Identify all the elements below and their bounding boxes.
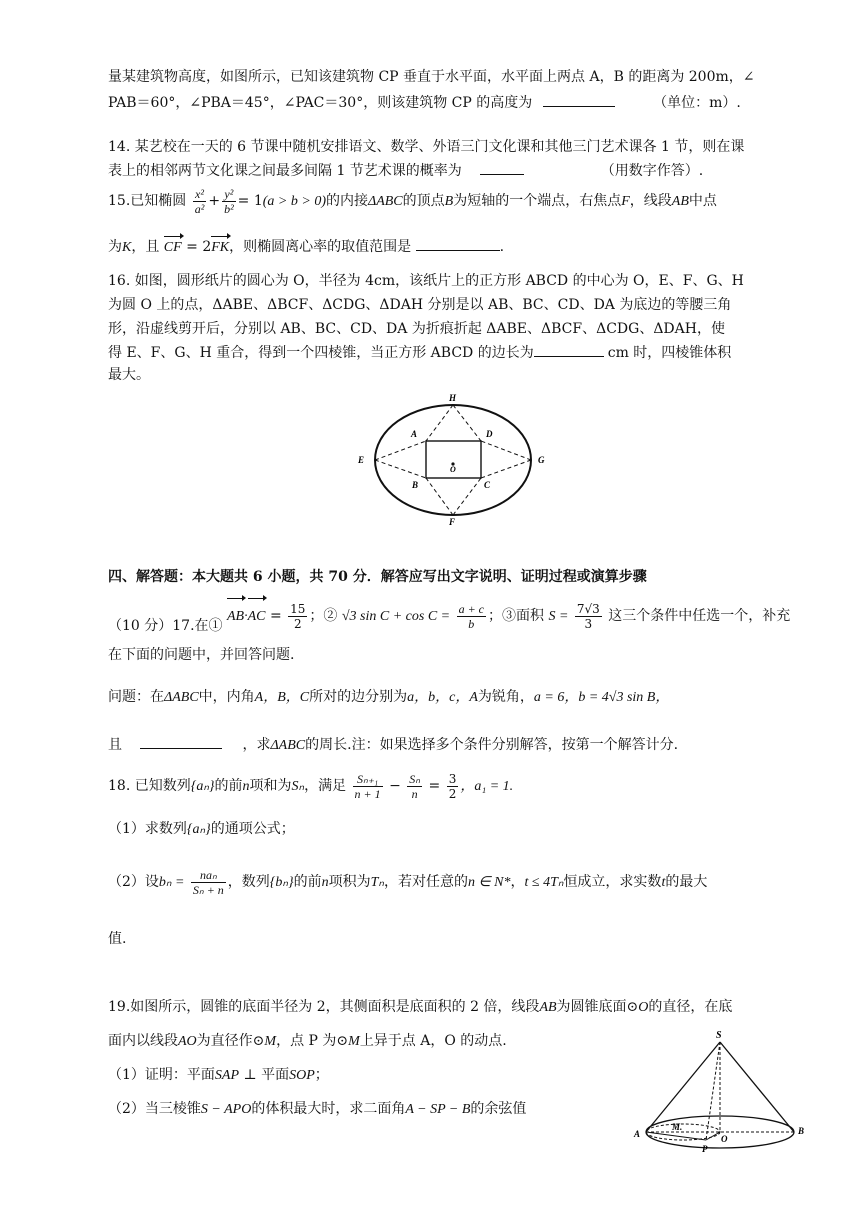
q17-line3: 问题：在ΔABC中，内角A，B，C所对的边分别为a，b，c，A为锐角，a = 6，b = 4√3 sin B， [108,689,670,705]
q19-part2: （2）当三棱锥S − APO的体积最大时，求二面角A − SP − B的余弦值 [108,1101,527,1117]
circle-paper [375,405,531,515]
q18-part2: （2）设bₙ = $\frac{\text{naₙ}}{\text{Sₙ + n}}$ ，数列{bₙ}的前n项积为Tₙ，若对任意的n ∈ N*，t ≤ 4Tₙ恒成立，求实数t的最大 [108,867,708,897]
label-A: A [634,1129,641,1139]
label-A: A [411,429,418,439]
q17-line2: 在下面的问题中，并回答问题. [108,647,295,663]
q15-line2: 为K，且 CF = 2FK，则椭圆离心率的取值范围是 . [108,236,504,259]
label-C: C [484,480,491,490]
label-M: M. [672,1122,683,1132]
q16-line4: 得 E、F、G、H 重合，得到一个四棱锥，当正方形 ABCD 的边长为 cm 时，四棱锥体积 [108,342,731,364]
q13-line1: 量某建筑物高度，如图所示，已知该建筑物 CP 垂直于水平面，水平面上两点 A，B 的距离为 200m，∠ [108,69,755,85]
q18-line-end: 值. [108,931,127,947]
q18-line1: 18. 已知数列{aₙ}的前n项和为Sₙ，满足 $\frac{\text{Sₙ₊₁}}{n + 1}$ − $\frac{\text{Sₙ}}{n}$ = $\frac{3}{2}$ ，a₁ = 1. [108,771,514,801]
label-S: S [716,1030,722,1041]
label-O: O [721,1134,728,1144]
label-B: B [798,1126,805,1136]
q18-part1: （1）求数列{aₙ}的通项公式； [108,821,295,837]
answer-blank-17[interactable] [140,734,222,749]
label-G: G [538,455,545,465]
label-E: E [358,455,365,465]
q16-line3: 形，沿虚线剪开后，分别以 AB、BC、CD、DA 为折痕折起 ΔABE、ΔBCF、ΔCDG、ΔDAH，使 [108,321,725,337]
label-B: B [412,480,419,490]
q19-part1: （1）证明：平面SAP ⊥ 平面SOP； [108,1067,329,1083]
q14-line1: 14. 某艺校在一天的 6 节课中随机安排语文、数学、外语三门文化课和其他三门艺术课各 1 节，则在课 [108,139,745,155]
q15-line1: 15.已知椭圆 $\frac{\text{x²}}{\text{a²}}$ + $\frac{\text{y²}}{\text{b²}}$ = 1(a > b > 0)的内接ΔABC的顶点B为短轴的一个端点，右焦点F，线段AB中点 [108,186,717,216]
section-title: 四、解答题：本大题共 6 小题，共 70 分．解答应写出文字说明、证明过程或演算步骤 [108,569,647,585]
q13-line2: PAB＝60°，∠PBA＝45°，∠PAC＝30°，则该建筑物 CP 的高度为 （单位：m）. [108,92,741,114]
q19-line2: 面内以线段AO为直径作⊙M，点 P 为⊙M上异于点 A，O 的动点. [108,1033,507,1049]
q16-line1: 16. 如图，圆形纸片的圆心为 O，半径为 4cm，该纸片上的正方形 ABCD 的中心为 O，E、F、G、H [108,273,744,289]
q17-line4: 且 ，求ΔABC的周长.注：如果选择多个条件分别解答，按第一个解答计分. [108,734,678,757]
answer-blank-16[interactable] [534,342,604,357]
answer-blank-15[interactable] [416,236,500,251]
label-P: P [702,1144,708,1154]
label-H: H [449,393,457,403]
q16-figure [350,390,560,528]
q17-line1: （10 分）17.在① AB·AC = $\frac{15}{2}$ ；② √3 sin C + cos C = $\frac{a + c}{b}$ ；③面积 S = $\frac{7√3}{3}$ 这三个条件中任选一个，补充 [108,598,790,635]
label-D: D [486,429,493,439]
answer-blank-14[interactable] [480,160,524,175]
q16-line2: 为圆 O 上的点，ΔABE、ΔBCF、ΔCDG、ΔDAH 分别是以 AB、BC、CD、DA 为底边的等腰三角 [108,297,732,313]
label-O: O [450,465,456,474]
q16-line5: 最大。 [108,367,150,383]
label-F: F [449,517,456,527]
answer-blank-13[interactable] [543,92,615,107]
q19-line1: 19.如图所示，圆锥的底面半径为 2，其侧面积是底面积的 2 倍，线段AB为圆锥底面⊙O的直径，在底 [108,999,733,1015]
q14-line2: 表上的相邻两节文化课之间最多间隔 1 节艺术课的概率为 （用数字作答）. [108,160,703,182]
q19-figure [630,1026,814,1158]
